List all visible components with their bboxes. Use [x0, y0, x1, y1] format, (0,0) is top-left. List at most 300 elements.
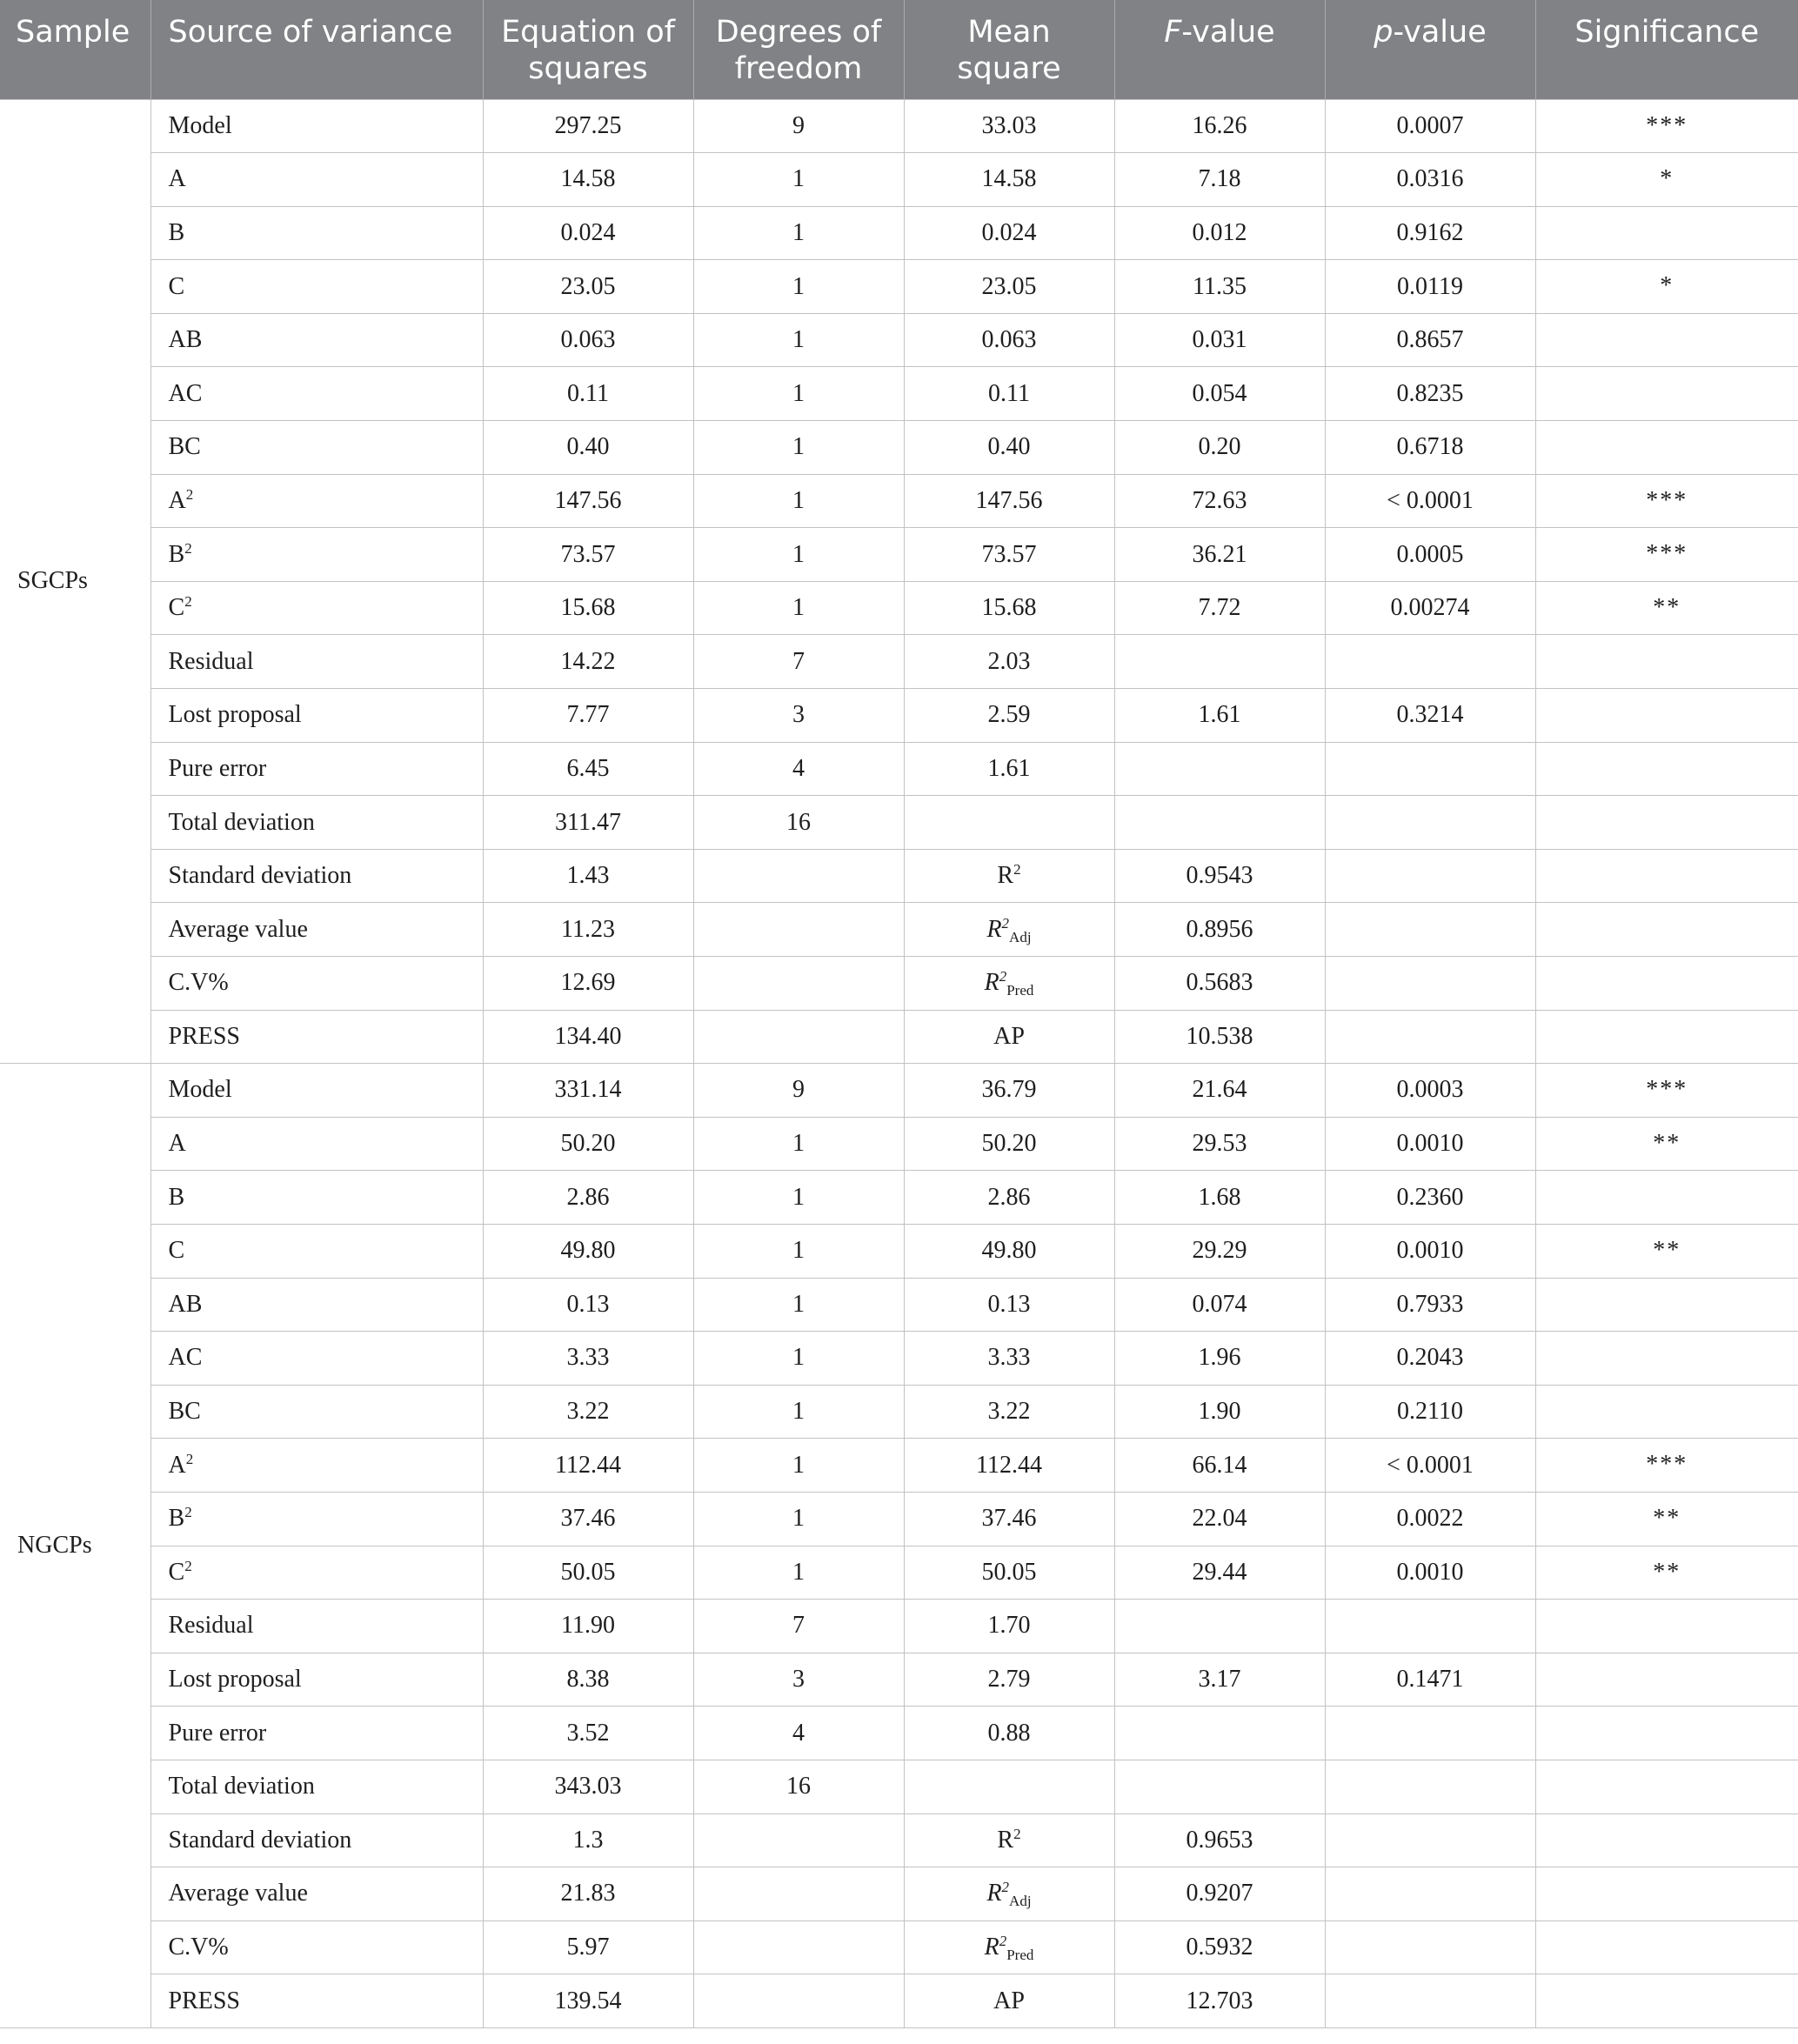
significance-cell: **	[1535, 1492, 1798, 1546]
significance-cell: ***	[1535, 1064, 1798, 1118]
p-value-cell	[1325, 1600, 1535, 1653]
f-value-cell: 11.35	[1114, 260, 1325, 314]
mean-square-text: 14.58	[981, 165, 1037, 193]
p-value-cell: 0.2360	[1325, 1171, 1535, 1225]
source-cell	[150, 1332, 483, 1386]
p-value-cell: 0.0010	[1325, 1224, 1535, 1278]
mean-square-superscript: 2	[1013, 1825, 1021, 1842]
table-row	[0, 635, 1798, 689]
degrees-of-freedom-cell: 4	[693, 1707, 904, 1760]
table-row	[0, 1760, 1798, 1814]
p-value-cell	[1325, 1920, 1535, 1974]
mean-square-superscript: 2	[999, 968, 1007, 985]
significance-cell	[1535, 421, 1798, 475]
source-text: C	[168, 1237, 185, 1265]
degrees-of-freedom-cell: 16	[693, 796, 904, 850]
source-cell	[150, 1653, 483, 1707]
mean-square-text: 37.46	[981, 1505, 1037, 1533]
degrees-of-freedom-cell: 1	[693, 1492, 904, 1546]
equation-of-squares-cell: 23.05	[483, 260, 693, 314]
mean-square-subscript: Adj	[1009, 928, 1032, 945]
significance-cell: ***	[1535, 1439, 1798, 1493]
f-value-cell: 0.9543	[1114, 849, 1325, 903]
mean-square-superscript: 2	[999, 1932, 1007, 1949]
f-value-cell	[1114, 1707, 1325, 1760]
p-value-cell: 0.1471	[1325, 1653, 1535, 1707]
source-cell	[150, 796, 483, 850]
mean-square-cell	[904, 1707, 1114, 1760]
equation-of-squares-cell: 3.33	[483, 1332, 693, 1386]
sample-cell: NGCPs	[0, 1064, 150, 2028]
source-text: B	[168, 540, 185, 568]
p-value-cell	[1325, 1760, 1535, 1814]
equation-of-squares-cell: 12.69	[483, 957, 693, 1011]
mean-square-cell	[904, 1653, 1114, 1707]
source-cell	[150, 421, 483, 475]
source-cell	[150, 1707, 483, 1760]
mean-square-text: 49.80	[981, 1237, 1037, 1265]
source-cell	[150, 1867, 483, 1921]
significance-cell	[1535, 1600, 1798, 1653]
f-value-cell: 0.8956	[1114, 903, 1325, 957]
mean-square-text: 3.33	[987, 1344, 1031, 1372]
equation-of-squares-cell: 139.54	[483, 1974, 693, 2028]
f-value-cell	[1114, 742, 1325, 796]
table-row	[0, 742, 1798, 796]
significance-cell	[1535, 903, 1798, 957]
degrees-of-freedom-cell: 1	[693, 528, 904, 582]
header-df-line1: Degrees of	[715, 15, 882, 50]
equation-of-squares-cell: 21.83	[483, 1867, 693, 1921]
table-row	[0, 1332, 1798, 1386]
equation-of-squares-cell: 134.40	[483, 1010, 693, 1064]
table-row	[0, 260, 1798, 314]
p-value-cell: 0.7933	[1325, 1278, 1535, 1332]
source-cell	[150, 742, 483, 796]
source-text: PRESS	[168, 1022, 240, 1050]
degrees-of-freedom-cell: 1	[693, 1278, 904, 1332]
header-f-value	[1114, 0, 1325, 99]
table-row	[0, 1974, 1798, 2028]
source-cell	[150, 1814, 483, 1867]
f-value-cell: 0.074	[1114, 1278, 1325, 1332]
p-value-cell: 0.0003	[1325, 1064, 1535, 1118]
significance-cell: **	[1535, 1224, 1798, 1278]
source-cell	[150, 1974, 483, 2028]
source-text: Residual	[168, 647, 254, 675]
f-value-cell: 0.20	[1114, 421, 1325, 475]
f-value-cell: 29.44	[1114, 1546, 1325, 1600]
source-cell	[150, 1600, 483, 1653]
mean-square-cell	[904, 1600, 1114, 1653]
source-superscript: 2	[184, 1557, 192, 1574]
f-value-cell: 1.61	[1114, 689, 1325, 743]
p-value-cell	[1325, 1867, 1535, 1921]
header-source	[150, 0, 483, 99]
table-row	[0, 1439, 1798, 1493]
degrees-of-freedom-cell	[693, 1974, 904, 2028]
equation-of-squares-cell: 0.11	[483, 367, 693, 421]
source-text: AC	[168, 1344, 203, 1372]
source-superscript: 2	[184, 593, 192, 611]
table-row	[0, 957, 1798, 1011]
equation-of-squares-cell: 1.3	[483, 1814, 693, 1867]
mean-square-text: R	[997, 862, 1014, 890]
degrees-of-freedom-cell: 1	[693, 313, 904, 367]
source-text: Average value	[168, 1880, 308, 1907]
mean-square-cell	[904, 1064, 1114, 1118]
source-text: Average value	[168, 915, 308, 943]
f-value-cell: 7.18	[1114, 153, 1325, 207]
mean-square-cell	[904, 1492, 1114, 1546]
degrees-of-freedom-cell: 3	[693, 1653, 904, 1707]
mean-square-cell	[904, 1439, 1114, 1493]
f-value-cell: 0.9653	[1114, 1814, 1325, 1867]
p-value-cell	[1325, 796, 1535, 850]
mean-square-subscript: Adj	[1009, 1893, 1032, 1910]
mean-square-text: R	[984, 969, 999, 997]
degrees-of-freedom-cell: 1	[693, 1439, 904, 1493]
source-text: A	[168, 486, 186, 514]
mean-square-cell	[904, 1867, 1114, 1921]
f-value-cell: 21.64	[1114, 1064, 1325, 1118]
significance-cell	[1535, 1814, 1798, 1867]
f-value-cell: 1.90	[1114, 1385, 1325, 1439]
degrees-of-freedom-cell: 1	[693, 474, 904, 528]
degrees-of-freedom-cell: 1	[693, 260, 904, 314]
equation-of-squares-cell: 311.47	[483, 796, 693, 850]
mean-square-text: 147.56	[975, 486, 1043, 514]
equation-of-squares-cell: 14.58	[483, 153, 693, 207]
significance-cell	[1535, 1653, 1798, 1707]
f-value-cell: 1.96	[1114, 1332, 1325, 1386]
table-row	[0, 1707, 1798, 1760]
significance-cell	[1535, 206, 1798, 260]
mean-square-text: 33.03	[981, 111, 1037, 139]
header-significance	[1535, 0, 1798, 99]
source-cell	[150, 1224, 483, 1278]
mean-square-cell	[904, 313, 1114, 367]
mean-square-cell	[904, 421, 1114, 475]
mean-square-cell	[904, 1920, 1114, 1974]
table-row	[0, 528, 1798, 582]
p-value-cell	[1325, 1707, 1535, 1760]
mean-square-cell	[904, 1760, 1114, 1814]
p-value-cell: 0.2043	[1325, 1332, 1535, 1386]
p-value-cell: 0.0119	[1325, 260, 1535, 314]
significance-cell	[1535, 1760, 1798, 1814]
source-cell	[150, 1171, 483, 1225]
source-superscript: 2	[184, 1504, 192, 1521]
mean-square-cell	[904, 689, 1114, 743]
equation-of-squares-cell: 297.25	[483, 99, 693, 153]
p-value-cell	[1325, 957, 1535, 1011]
mean-square-cell	[904, 1278, 1114, 1332]
significance-cell	[1535, 1171, 1798, 1225]
p-value-cell: 0.0022	[1325, 1492, 1535, 1546]
f-value-cell: 1.68	[1114, 1171, 1325, 1225]
mean-square-text: 112.44	[976, 1451, 1042, 1479]
header-eq-line2: squares	[528, 51, 648, 86]
significance-cell	[1535, 1974, 1798, 2028]
f-value-cell	[1114, 635, 1325, 689]
p-value-cell: 0.0005	[1325, 528, 1535, 582]
equation-of-squares-cell: 6.45	[483, 742, 693, 796]
f-value-cell: 29.29	[1114, 1224, 1325, 1278]
p-value-cell	[1325, 742, 1535, 796]
source-text: AC	[168, 379, 203, 407]
table-header	[0, 0, 1798, 99]
degrees-of-freedom-cell	[693, 1920, 904, 1974]
p-value-cell: 0.00274	[1325, 581, 1535, 635]
degrees-of-freedom-cell: 4	[693, 742, 904, 796]
header-source-text: Source of variance	[168, 15, 453, 50]
significance-cell	[1535, 313, 1798, 367]
header-p-rest: -value	[1393, 15, 1487, 50]
source-cell	[150, 153, 483, 207]
f-value-cell: 22.04	[1114, 1492, 1325, 1546]
mean-square-cell	[904, 99, 1114, 153]
equation-of-squares-cell: 11.90	[483, 1600, 693, 1653]
degrees-of-freedom-cell: 1	[693, 1117, 904, 1171]
mean-square-text: 2.86	[987, 1183, 1031, 1211]
header-equation-of-squares	[483, 0, 693, 99]
mean-square-text: 1.61	[987, 754, 1031, 782]
f-value-cell: 0.9207	[1114, 1867, 1325, 1921]
f-value-cell: 12.703	[1114, 1974, 1325, 2028]
table-row	[0, 1278, 1798, 1332]
degrees-of-freedom-cell: 1	[693, 1224, 904, 1278]
equation-of-squares-cell: 50.20	[483, 1117, 693, 1171]
sample-cell: SGCPs	[0, 99, 150, 1064]
mean-square-cell	[904, 1385, 1114, 1439]
significance-cell	[1535, 1332, 1798, 1386]
source-cell	[150, 1385, 483, 1439]
degrees-of-freedom-cell	[693, 957, 904, 1011]
header-significance-text: Significance	[1574, 15, 1760, 50]
significance-cell	[1535, 1920, 1798, 1974]
degrees-of-freedom-cell: 1	[693, 1385, 904, 1439]
source-text: C	[168, 594, 185, 622]
mean-square-cell	[904, 742, 1114, 796]
table-row	[0, 1492, 1798, 1546]
header-ms-line2: square	[957, 51, 1061, 86]
header-p-value	[1325, 0, 1535, 99]
table-row	[0, 1117, 1798, 1171]
source-cell	[150, 367, 483, 421]
equation-of-squares-cell: 49.80	[483, 1224, 693, 1278]
f-value-cell	[1114, 796, 1325, 850]
source-text: Standard deviation	[168, 1826, 352, 1854]
significance-cell	[1535, 742, 1798, 796]
mean-square-text: 0.024	[981, 218, 1037, 246]
f-value-cell: 3.17	[1114, 1653, 1325, 1707]
mean-square-text: 23.05	[981, 272, 1037, 300]
f-value-cell: 0.012	[1114, 206, 1325, 260]
mean-square-cell	[904, 796, 1114, 850]
equation-of-squares-cell: 0.13	[483, 1278, 693, 1332]
degrees-of-freedom-cell: 1	[693, 153, 904, 207]
source-text: B	[168, 1183, 185, 1211]
source-text: A	[168, 165, 186, 193]
mean-square-superscript: 2	[1013, 861, 1021, 878]
header-f-rest: -value	[1181, 15, 1275, 50]
equation-of-squares-cell: 331.14	[483, 1064, 693, 1118]
source-cell	[150, 1760, 483, 1814]
equation-of-squares-cell: 11.23	[483, 903, 693, 957]
mean-square-subscript: Pred	[1006, 982, 1034, 999]
mean-square-cell	[904, 1224, 1114, 1278]
mean-square-text: 0.13	[987, 1290, 1031, 1318]
table-row	[0, 796, 1798, 850]
table-row	[0, 153, 1798, 207]
source-text: Pure error	[168, 1719, 267, 1747]
mean-square-text: 3.22	[987, 1398, 1031, 1426]
equation-of-squares-cell: 1.43	[483, 849, 693, 903]
significance-cell: ***	[1535, 528, 1798, 582]
p-value-cell: 0.9162	[1325, 206, 1535, 260]
source-text: Standard deviation	[168, 862, 352, 890]
equation-of-squares-cell: 343.03	[483, 1760, 693, 1814]
degrees-of-freedom-cell: 1	[693, 1546, 904, 1600]
source-text: C.V%	[168, 1933, 229, 1961]
f-value-cell: 66.14	[1114, 1439, 1325, 1493]
mean-square-superscript: 2	[1001, 914, 1010, 932]
table-row	[0, 689, 1798, 743]
source-text: Lost proposal	[168, 1666, 302, 1693]
degrees-of-freedom-cell	[693, 1867, 904, 1921]
degrees-of-freedom-cell: 1	[693, 421, 904, 475]
degrees-of-freedom-cell: 1	[693, 206, 904, 260]
degrees-of-freedom-cell: 7	[693, 635, 904, 689]
source-cell	[150, 260, 483, 314]
table-row	[0, 474, 1798, 528]
source-superscript: 2	[185, 485, 194, 503]
degrees-of-freedom-cell: 7	[693, 1600, 904, 1653]
table-row	[0, 99, 1798, 153]
f-value-cell	[1114, 1760, 1325, 1814]
significance-cell	[1535, 849, 1798, 903]
significance-cell	[1535, 635, 1798, 689]
source-cell	[150, 1546, 483, 1600]
source-text: AB	[168, 1290, 203, 1318]
table-row	[0, 421, 1798, 475]
mean-square-cell	[904, 581, 1114, 635]
source-text: AB	[168, 326, 203, 354]
table-row	[0, 1385, 1798, 1439]
degrees-of-freedom-cell	[693, 1814, 904, 1867]
source-superscript: 2	[184, 539, 192, 557]
equation-of-squares-cell: 14.22	[483, 635, 693, 689]
table-row	[0, 1814, 1798, 1867]
p-value-cell	[1325, 849, 1535, 903]
source-text: Residual	[168, 1612, 254, 1640]
p-value-cell: 0.0316	[1325, 153, 1535, 207]
equation-of-squares-cell: 5.97	[483, 1920, 693, 1974]
source-cell	[150, 849, 483, 903]
f-value-cell: 0.054	[1114, 367, 1325, 421]
equation-of-squares-cell: 50.05	[483, 1546, 693, 1600]
equation-of-squares-cell: 147.56	[483, 474, 693, 528]
source-text: Total deviation	[168, 1773, 315, 1800]
p-value-cell: 0.3214	[1325, 689, 1535, 743]
significance-cell	[1535, 1385, 1798, 1439]
source-cell	[150, 99, 483, 153]
degrees-of-freedom-cell: 1	[693, 1171, 904, 1225]
table-row	[0, 1010, 1798, 1064]
significance-cell: *	[1535, 260, 1798, 314]
table-row	[0, 1600, 1798, 1653]
degrees-of-freedom-cell	[693, 849, 904, 903]
source-cell	[150, 957, 483, 1011]
degrees-of-freedom-cell	[693, 903, 904, 957]
degrees-of-freedom-cell: 1	[693, 581, 904, 635]
mean-square-text: 50.20	[981, 1130, 1037, 1158]
mean-square-cell	[904, 849, 1114, 903]
source-cell	[150, 1064, 483, 1118]
table-row	[0, 1546, 1798, 1600]
table-row	[0, 581, 1798, 635]
source-text: A	[168, 1451, 186, 1479]
table-row	[0, 1064, 1798, 1118]
source-cell	[150, 903, 483, 957]
p-value-cell: < 0.0001	[1325, 474, 1535, 528]
degrees-of-freedom-cell: 1	[693, 367, 904, 421]
mean-square-cell	[904, 206, 1114, 260]
p-value-cell: 0.0010	[1325, 1546, 1535, 1600]
significance-cell	[1535, 1278, 1798, 1332]
mean-square-text: 50.05	[981, 1558, 1037, 1586]
source-cell	[150, 635, 483, 689]
source-cell	[150, 1010, 483, 1064]
mean-square-text: 1.70	[987, 1612, 1031, 1640]
table-row	[0, 849, 1798, 903]
mean-square-text: 15.68	[981, 594, 1037, 622]
mean-square-text: 0.063	[981, 326, 1037, 354]
mean-square-cell	[904, 1814, 1114, 1867]
header-p-symbol: p	[1374, 15, 1394, 50]
significance-cell	[1535, 957, 1798, 1011]
significance-cell: **	[1535, 1117, 1798, 1171]
table-row	[0, 206, 1798, 260]
table-row	[0, 367, 1798, 421]
mean-square-cell	[904, 528, 1114, 582]
f-value-cell: 36.21	[1114, 528, 1325, 582]
source-text: Model	[168, 111, 232, 139]
source-cell	[150, 1439, 483, 1493]
f-value-cell: 0.5683	[1114, 957, 1325, 1011]
source-text: BC	[168, 1398, 201, 1426]
degrees-of-freedom-cell: 1	[693, 1332, 904, 1386]
p-value-cell: 0.8657	[1325, 313, 1535, 367]
source-text: BC	[168, 433, 201, 461]
mean-square-cell	[904, 635, 1114, 689]
header-degrees-of-freedom	[693, 0, 904, 99]
degrees-of-freedom-cell: 9	[693, 99, 904, 153]
p-value-cell: 0.8235	[1325, 367, 1535, 421]
equation-of-squares-cell: 112.44	[483, 1439, 693, 1493]
f-value-cell	[1114, 1600, 1325, 1653]
header-df-line2: freedom	[734, 51, 863, 86]
source-text: C.V%	[168, 969, 229, 997]
equation-of-squares-cell: 0.40	[483, 421, 693, 475]
equation-of-squares-cell: 37.46	[483, 1492, 693, 1546]
mean-square-text: R	[984, 1933, 999, 1961]
mean-square-text: AP	[993, 1022, 1025, 1050]
mean-square-text: 0.40	[987, 433, 1031, 461]
degrees-of-freedom-cell	[693, 1010, 904, 1064]
p-value-cell: 0.0007	[1325, 99, 1535, 153]
